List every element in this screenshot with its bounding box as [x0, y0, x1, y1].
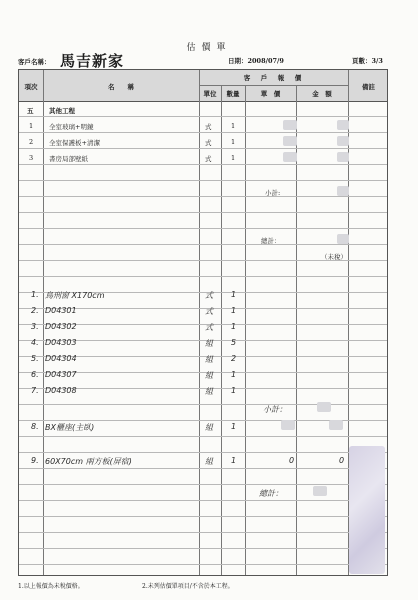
row-unit: 式 [205, 123, 212, 131]
col-divider [221, 85, 222, 575]
hand-row-name: 60X70cm 兩方板(屏宿) [45, 457, 132, 466]
row-line [19, 484, 387, 485]
hand-row-name: D04303 [45, 338, 77, 347]
footer-note-1: 1.以上報價為未稅價格。 [18, 583, 84, 590]
header-remark: 備註 [362, 83, 375, 91]
document-title: 估價單 [186, 43, 232, 53]
row-line [19, 116, 387, 117]
hand-row-name: 鳥刑窗 X170cm [45, 291, 105, 300]
total-label: 總計： [261, 237, 281, 245]
hand-row-qty: 1 [231, 322, 237, 331]
row-line [19, 548, 387, 549]
hand-row-qty: 2 [231, 354, 237, 363]
redacted-total [337, 234, 349, 244]
hand-row-number: 1. [31, 290, 39, 299]
row-line [19, 180, 387, 181]
hand-row-unit: 組 [205, 457, 213, 466]
section-name: 其他工程 [49, 107, 75, 115]
hand-row-number: 2. [31, 306, 39, 315]
redacted-hand-subtotal [317, 402, 331, 412]
redacted-value [337, 136, 349, 146]
redacted-subtotal [337, 186, 349, 196]
row-line [19, 532, 387, 533]
hand-row-unit: 組 [205, 339, 213, 348]
hand-row-unit: 組 [205, 355, 213, 364]
hand-row-unit: 式 [205, 323, 213, 332]
hand-row-qty: 5 [231, 338, 237, 347]
hand-row-unit: 式 [205, 307, 213, 316]
row-line [19, 516, 387, 517]
redacted-value [283, 136, 297, 146]
date-label: 日期：2008/07/9 [228, 57, 284, 65]
customer-label: 客戶名稱： [18, 58, 51, 66]
hand-row-name: BX櫃座(主臥) [45, 423, 95, 432]
redacted-value [337, 152, 349, 162]
customer-name: 馬吉新家 [60, 52, 125, 70]
hand-row-name: D04308 [45, 386, 77, 395]
row-qty: 1 [231, 138, 236, 146]
redacted-value [281, 420, 295, 430]
header-item-no: 項次 [24, 83, 38, 91]
hand-row-name: D04301 [45, 306, 77, 315]
redacted-remark-area [349, 446, 385, 574]
row-line [19, 500, 387, 501]
hand-row-qty: 1 [231, 370, 237, 379]
tax-note: （未稅） [321, 253, 347, 261]
row-number: 1 [29, 122, 34, 130]
row-line [19, 244, 387, 245]
row-name: 全室玻璃+明鏡 [49, 123, 94, 131]
hand-row-name: D04302 [45, 322, 77, 331]
redacted-value [283, 152, 297, 162]
row-name: 全室保護板+清潔 [49, 139, 100, 147]
redacted-value [329, 420, 343, 430]
header-qty: 數量 [226, 90, 240, 98]
hand-row-qty: 1 [231, 422, 237, 431]
row-line [19, 468, 387, 469]
row-line [19, 452, 387, 453]
subtotal-label: 小計: [265, 189, 281, 197]
redacted-hand-total [313, 486, 327, 496]
hand-row-amount: 0 [339, 456, 345, 465]
hand-row-qty: 1 [231, 290, 237, 299]
hand-row-unit: 組 [205, 371, 213, 380]
hand-row-unit: 組 [205, 423, 213, 432]
page-number: 頁數：3/3 [352, 57, 383, 65]
row-line [19, 276, 387, 277]
hand-row-number: 7. [31, 386, 39, 395]
hand-row-number: 6. [31, 370, 39, 379]
hand-row-qty: 1 [231, 306, 237, 315]
header-amount: 金 額 [312, 90, 332, 98]
row-number: 2 [29, 138, 34, 146]
row-qty: 1 [231, 154, 236, 162]
row-qty: 1 [231, 122, 236, 130]
row-name: 書房局部壁紙 [49, 155, 88, 163]
row-number: 3 [29, 154, 34, 162]
row-line [19, 564, 387, 565]
row-line [19, 132, 387, 133]
hand-row-unit-price: 0 [289, 456, 295, 465]
row-line [19, 212, 387, 213]
header-unit-price: 單 價 [260, 90, 281, 98]
hand-row-unit: 式 [205, 291, 213, 300]
hand-row-unit: 組 [205, 387, 213, 396]
row-line [19, 196, 387, 197]
hand-subtotal-label: 小計： [263, 405, 287, 414]
quotation-table [18, 69, 388, 576]
row-line [19, 148, 387, 149]
hand-row-qty: 1 [231, 456, 237, 465]
hand-row-qty: 1 [231, 386, 237, 395]
header-name: 名 稱 [108, 83, 134, 91]
header-unit: 單位 [203, 90, 217, 98]
row-line [19, 436, 387, 437]
hand-row-number: 8. [31, 422, 39, 431]
redacted-value [337, 120, 349, 130]
row-unit: 式 [205, 139, 212, 147]
row-line [19, 404, 387, 405]
hand-row-number: 9. [31, 456, 39, 465]
hand-row-number: 4. [31, 338, 39, 347]
hand-row-name: D04304 [45, 354, 77, 363]
hand-row-number: 5. [31, 354, 39, 363]
footer-note-2: 2.未列估價單項目/不含於本工程。 [142, 583, 234, 590]
section-number: 五 [27, 107, 34, 115]
hand-row-number: 3. [31, 322, 39, 331]
col-divider [245, 85, 246, 575]
row-unit: 式 [205, 155, 212, 163]
hand-total-label: 總計： [259, 489, 283, 498]
redacted-value [283, 120, 297, 130]
hand-row-name: D04307 [45, 370, 77, 379]
header-customer-quote: 客 戶 報 價 [243, 74, 304, 82]
row-line [19, 228, 387, 229]
row-line [19, 164, 387, 165]
